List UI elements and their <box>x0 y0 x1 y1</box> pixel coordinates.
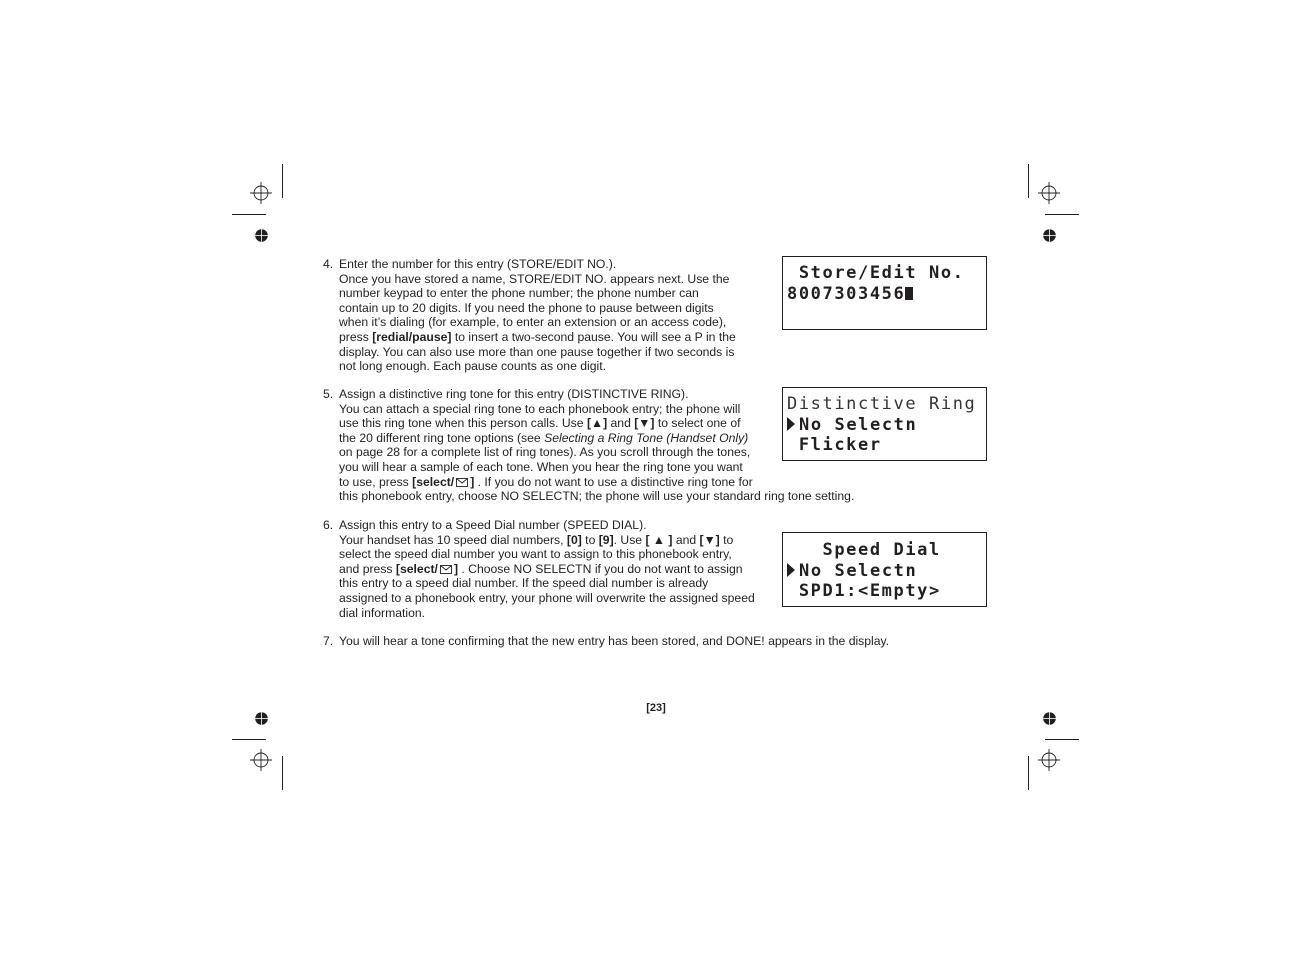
crop-mark <box>232 739 266 740</box>
crop-mark <box>1045 739 1079 740</box>
step-number: 4. <box>323 257 334 271</box>
lcd-line: Flicker <box>787 435 882 455</box>
crop-mark <box>1028 164 1029 198</box>
selection-arrow-icon <box>787 417 795 431</box>
lcd-line: No Selectn <box>799 560 918 581</box>
registration-target-icon <box>1038 749 1060 771</box>
step-heading: Assign this entry to a Speed Dial number (SPEED DIAL). <box>339 518 647 532</box>
lcd-line: Speed Dial <box>787 540 941 560</box>
registration-target-icon <box>1038 182 1060 204</box>
lcd-line: Distinctive Ring <box>787 394 977 414</box>
registration-target-icon <box>250 749 272 771</box>
lcd-display-speed-dial <box>782 532 987 607</box>
registration-target-icon <box>250 182 272 204</box>
crop-mark <box>232 214 266 215</box>
step-number: 5. <box>323 387 334 401</box>
envelope-icon <box>456 478 468 487</box>
crop-mark <box>282 164 283 198</box>
lcd-line: Store/Edit No. <box>787 263 965 283</box>
lcd-display-store-edit <box>782 256 987 330</box>
cursor-icon <box>905 287 913 300</box>
step-heading: You will hear a tone confirming that the new entry has been stored, and DONE! appears in the display. <box>339 634 890 648</box>
step-7 <box>323 634 1003 649</box>
crop-mark <box>1045 214 1079 215</box>
step-text: Once you have stored a name, STORE/EDIT NO. appears next. Use the number keypad to enter the phone number; the phone number can contain up to 20 digits. If you need the phone to pause between digits when it’s dialing (for example, to enter an extension or an access code), press [redial/pause] to insert a two-second pause. You will see a P in the display. You can also use more than one pause together if two seconds is not long enough. Each pause counts as one digit. <box>339 271 736 374</box>
registration-dot-icon <box>1043 229 1056 242</box>
step-number: 6. <box>323 518 334 532</box>
lcd-display-distinctive-ring <box>782 387 987 461</box>
lcd-line: SPD1:<Empty> <box>787 581 941 601</box>
lcd-line: No Selectn <box>799 414 918 435</box>
crop-mark <box>1028 756 1029 790</box>
step-heading: Enter the number for this entry (STORE/EDIT NO.). <box>339 257 617 271</box>
step-heading: Assign a distinctive ring tone for this entry (DISTINCTIVE RING). <box>339 387 689 401</box>
step-text: Your handset has 10 speed dial numbers, [0] to [9]. Use [ ▲ ] and [▼] to select the speed dial number you want to assign to this phonebook entry, and press [select/ ] . Choose NO SELECTN if you do not want to assign this entry to a speed dial number. If the speed dial number is already assigned to a phonebook entry, your phone will overwrite the assigned speed dial information. <box>339 532 755 620</box>
envelope-icon <box>440 565 452 574</box>
registration-dot-icon <box>255 229 268 242</box>
step-text: You can attach a special ring tone to each phonebook entry; the phone will use this ring tone when this person calls. Use [▲] and [▼] to select one of the 20 different ring tone options (see Selecting a Ring Tone (Handset Only) on page 28 for a complete list of ring tones). As you scroll through the tones, you will hear a sample of each tone. When you hear the ring tone you want to use, press [select/ ] . If you do not want to use a distinctive ring tone for this phonebook entry, choose NO SELECTN; the phone will use your standard ring tone setting. <box>339 401 855 504</box>
page-number: [23] <box>646 702 666 714</box>
crop-mark <box>282 756 283 790</box>
selection-arrow-icon <box>787 563 795 577</box>
lcd-line: 8007303456 <box>787 283 906 304</box>
step-number: 7. <box>323 634 334 648</box>
